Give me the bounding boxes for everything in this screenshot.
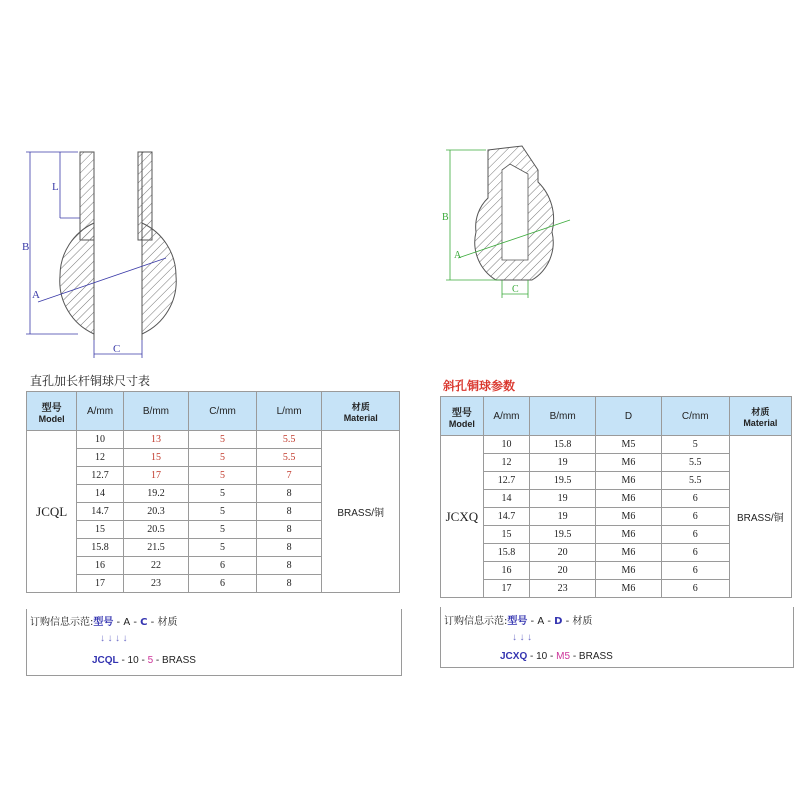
left-order-arrows: ↓ ↓ ↓ ↓ xyxy=(100,633,128,644)
cell-c: 6 xyxy=(189,557,257,575)
right-technical-drawing xyxy=(440,140,580,302)
cell-d: M6 xyxy=(596,490,662,508)
cell-d: M6 xyxy=(596,454,662,472)
cell-d: M6 xyxy=(596,580,662,598)
cell-b: 21.5 xyxy=(123,539,189,557)
cell-a: 14.7 xyxy=(77,503,123,521)
header-c: C/mm xyxy=(661,397,729,436)
cell-b: 17 xyxy=(123,467,189,485)
cell-l: 8 xyxy=(256,557,322,575)
cell-c: 6 xyxy=(661,490,729,508)
cell-a: 15.8 xyxy=(77,539,123,557)
cell-c: 5 xyxy=(189,503,257,521)
cell-a: 10 xyxy=(77,431,123,449)
svg-text:A: A xyxy=(32,289,40,301)
cell-c: 6 xyxy=(661,580,729,598)
cell-b: 20 xyxy=(530,544,596,562)
cell-b: 19 xyxy=(530,454,596,472)
left-technical-drawing xyxy=(18,150,198,362)
cell-c: 6 xyxy=(661,544,729,562)
cell-l: 7 xyxy=(256,467,322,485)
cell-a: 15.8 xyxy=(483,544,529,562)
right-spec-table xyxy=(440,396,792,598)
left-order-template: 订购信息示范:型号 - A - C - 材质 xyxy=(30,617,178,628)
cell-a: 10 xyxy=(483,436,529,454)
cell-b: 19.5 xyxy=(530,526,596,544)
cell-l: 8 xyxy=(256,521,322,539)
cell-a: 14.7 xyxy=(483,508,529,526)
header-d: D xyxy=(596,397,662,436)
material-cell: BRASS/铜 xyxy=(322,431,400,593)
cell-a: 17 xyxy=(483,580,529,598)
cell-l: 5.5 xyxy=(256,431,322,449)
header-model: 型号 Model xyxy=(441,397,484,436)
model-cell: JCQL xyxy=(27,431,77,593)
cell-d: M6 xyxy=(596,508,662,526)
right-order-arrows: ↓ ↓ ↓ xyxy=(512,632,532,643)
cell-b: 13 xyxy=(123,431,189,449)
cell-c: 5 xyxy=(189,485,257,503)
cell-c: 5 xyxy=(189,449,257,467)
cell-b: 20.5 xyxy=(123,521,189,539)
cell-b: 15.8 xyxy=(530,436,596,454)
cell-c: 6 xyxy=(661,526,729,544)
cell-l: 8 xyxy=(256,539,322,557)
cell-d: M6 xyxy=(596,472,662,490)
cell-b: 23 xyxy=(123,575,189,593)
cell-b: 19.2 xyxy=(123,485,189,503)
cell-a: 14 xyxy=(77,485,123,503)
svg-text:B: B xyxy=(22,241,30,253)
svg-text:C: C xyxy=(512,284,519,295)
cell-c: 5.5 xyxy=(661,454,729,472)
header-a: A/mm xyxy=(77,392,123,431)
cell-b: 15 xyxy=(123,449,189,467)
cell-b: 20 xyxy=(530,562,596,580)
table-row xyxy=(441,436,792,454)
left-spec-table xyxy=(26,391,400,593)
cell-c: 5 xyxy=(189,431,257,449)
right-table-title: 斜孔铜球参数 xyxy=(443,379,516,393)
svg-text:L: L xyxy=(52,181,59,193)
header-l: L/mm xyxy=(256,392,322,431)
cell-l: 8 xyxy=(256,575,322,593)
cell-c: 5 xyxy=(189,521,257,539)
cell-a: 16 xyxy=(483,562,529,580)
header-a: A/mm xyxy=(483,397,529,436)
cell-l: 8 xyxy=(256,485,322,503)
material-cell: BRASS/铜 xyxy=(729,436,791,598)
cell-b: 19 xyxy=(530,490,596,508)
cell-b: 22 xyxy=(123,557,189,575)
cell-d: M6 xyxy=(596,562,662,580)
header-material: 材质 Material xyxy=(322,392,400,431)
svg-text:B: B xyxy=(442,212,449,223)
cell-l: 8 xyxy=(256,503,322,521)
cell-a: 15 xyxy=(483,526,529,544)
header-b: B/mm xyxy=(530,397,596,436)
cell-l: 5.5 xyxy=(256,449,322,467)
svg-text:A: A xyxy=(454,250,462,261)
cell-b: 20.3 xyxy=(123,503,189,521)
cell-a: 12.7 xyxy=(483,472,529,490)
cell-a: 15 xyxy=(77,521,123,539)
cell-c: 5.5 xyxy=(661,472,729,490)
cell-a: 16 xyxy=(77,557,123,575)
table-row xyxy=(27,431,400,449)
cell-c: 6 xyxy=(189,575,257,593)
header-b: B/mm xyxy=(123,392,189,431)
left-order-example: JCQL - 10 - 5 - BRASS xyxy=(92,655,196,666)
cell-a: 14 xyxy=(483,490,529,508)
cell-c: 5 xyxy=(189,539,257,557)
cell-b: 19.5 xyxy=(530,472,596,490)
right-order-example: JCXQ - 10 - M5 - BRASS xyxy=(500,651,613,662)
cell-a: 12 xyxy=(77,449,123,467)
cell-c: 6 xyxy=(661,562,729,580)
cell-d: M5 xyxy=(596,436,662,454)
header-c: C/mm xyxy=(189,392,257,431)
cell-c: 6 xyxy=(661,508,729,526)
header-model: 型号 Model xyxy=(27,392,77,431)
left-table-title: 直孔加长杆铜球尺寸表 xyxy=(30,374,151,388)
cell-c: 5 xyxy=(661,436,729,454)
cell-a: 17 xyxy=(77,575,123,593)
cell-a: 12 xyxy=(483,454,529,472)
cell-d: M6 xyxy=(596,544,662,562)
cell-c: 5 xyxy=(189,467,257,485)
cell-b: 19 xyxy=(530,508,596,526)
model-cell: JCXQ xyxy=(441,436,484,598)
cell-b: 23 xyxy=(530,580,596,598)
cell-d: M6 xyxy=(596,526,662,544)
right-order-template: 订购信息示范:型号 - A - D - 材质 xyxy=(444,616,593,627)
svg-text:C: C xyxy=(113,343,121,355)
header-material: 材质 Material xyxy=(729,397,791,436)
cell-a: 12.7 xyxy=(77,467,123,485)
